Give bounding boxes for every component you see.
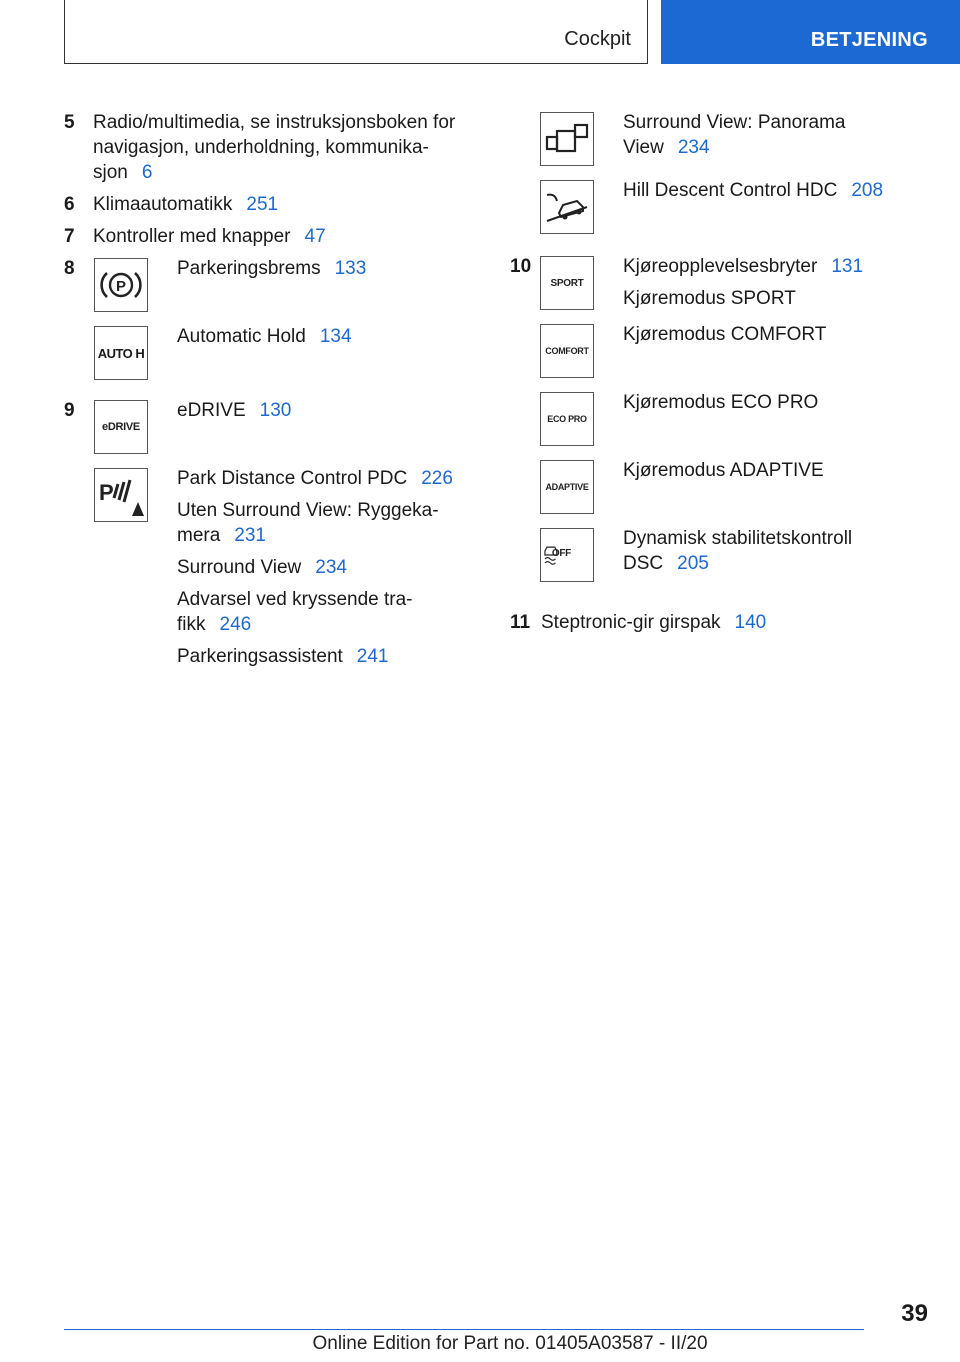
item-text: mera <box>177 525 221 546</box>
page-ref-link[interactable]: 246 <box>219 614 252 635</box>
adaptive-mode <box>510 458 920 526</box>
adaptive-icon-label: ADAPTIVE <box>545 482 589 492</box>
section-title: Cockpit <box>564 28 631 50</box>
auto-hold-icon-label: AUTO H <box>97 345 145 361</box>
sport-icon-label: SPORT <box>550 277 584 289</box>
hill-descent-icon <box>540 180 594 234</box>
eco-pro-button-icon <box>540 392 594 446</box>
eco-pro-icon-label: ECO PRO <box>547 414 587 424</box>
item-7 <box>64 224 464 249</box>
item-6 <box>64 192 464 217</box>
item-8 <box>64 256 464 324</box>
header-section-box <box>64 0 648 64</box>
item-text: View <box>623 137 664 158</box>
item-number: 7 <box>64 226 75 247</box>
dsc-icon-label: OFF <box>551 547 571 559</box>
item-number: 9 <box>64 400 75 421</box>
item-text: Parkeringsbrems <box>177 258 321 279</box>
page-ref-link[interactable]: 133 <box>334 258 367 279</box>
page-number: 39 <box>901 1300 928 1327</box>
item-number: 6 <box>64 194 75 215</box>
item-text: navigasjon, underholdning, kommunika- <box>93 137 429 158</box>
page-ref-link[interactable]: 130 <box>259 400 292 421</box>
item-10 <box>510 254 920 322</box>
page-ref-link[interactable]: 205 <box>677 553 709 574</box>
svg-text:P: P <box>99 480 114 505</box>
comfort-icon-label: COMFORT <box>545 346 589 356</box>
comfort-button-icon <box>540 324 594 378</box>
item-number: 8 <box>64 258 75 279</box>
page-ref-link[interactable]: 226 <box>421 468 453 489</box>
item-5 <box>64 110 464 185</box>
right-column <box>510 110 920 635</box>
item-number: 11 <box>510 612 531 633</box>
item-text: Kjøremodus ADAPTIVE <box>623 460 824 481</box>
page-ref-link[interactable]: 134 <box>319 326 352 347</box>
page-ref-link[interactable]: 140 <box>734 612 767 633</box>
surround-view-panorama <box>510 110 920 178</box>
item-text: Dynamisk stabilitetskontroll <box>623 528 853 549</box>
item-text: Hill Descent Control HDC <box>623 180 838 201</box>
item-9 <box>64 398 464 466</box>
footer-divider <box>64 1329 864 1330</box>
item-text: Advarsel ved kryssende tra- <box>177 589 413 610</box>
item-9-pdc <box>64 466 464 676</box>
left-column <box>64 110 464 676</box>
page-ref-link[interactable]: 234 <box>315 557 347 578</box>
dsc-off-icon <box>540 528 594 582</box>
page-ref-link[interactable]: 241 <box>356 646 389 667</box>
item-text: sjon <box>93 162 128 183</box>
item-text: fikk <box>177 614 206 635</box>
item-text: Automatic Hold <box>177 326 306 347</box>
item-text: Kjøreopplevelsesbryter <box>623 256 818 277</box>
item-text: Surround View: Panorama <box>623 112 846 133</box>
parking-brake-icon <box>94 258 148 312</box>
pdc-icon <box>94 468 148 522</box>
item-text: Park Distance Control PDC <box>177 468 408 489</box>
item-text: eDRIVE <box>177 400 246 421</box>
item-text: Uten Surround View: Ryggeka- <box>177 500 439 521</box>
item-text: Radio/multimedia, se instruksjonsboken for <box>93 112 456 133</box>
page-ref-link[interactable]: 208 <box>851 180 884 201</box>
auto-hold-icon <box>94 326 148 380</box>
page-ref-link[interactable]: 131 <box>831 256 864 277</box>
edrive-icon-label: eDRIVE <box>102 421 140 433</box>
svg-text:P: P <box>115 278 127 295</box>
item-number: 10 <box>510 256 532 277</box>
item-8-auto-hold <box>64 324 464 398</box>
panorama-view-icon <box>540 112 594 166</box>
comfort-mode <box>510 322 920 390</box>
page-ref-link[interactable]: 231 <box>234 525 266 546</box>
item-text: Steptronic-gir girspak <box>541 612 721 633</box>
sport-button-icon <box>540 256 594 310</box>
item-text: Kjøremodus SPORT <box>623 288 796 309</box>
adaptive-button-icon <box>540 460 594 514</box>
item-text: Kontroller med knapper <box>93 226 291 247</box>
edrive-icon <box>94 400 148 454</box>
page-ref-link[interactable]: 6 <box>141 162 153 183</box>
item-text: Kjøremodus ECO PRO <box>623 392 819 413</box>
page-ref-link[interactable]: 251 <box>246 194 279 215</box>
item-text: Parkeringsassistent <box>177 646 343 667</box>
item-text: Kjøremodus COMFORT <box>623 324 827 345</box>
item-number: 5 <box>64 112 75 133</box>
footer-edition: Online Edition for Part no. 01405A03587 - II/20 <box>312 1333 708 1354</box>
item-text: Klimaautomatikk <box>93 194 233 215</box>
eco-pro-mode <box>510 390 920 458</box>
item-text: DSC <box>623 553 664 574</box>
chapter-title: BETJENING <box>810 29 928 51</box>
header-chapter-tab[interactable] <box>661 0 960 64</box>
item-text: Surround View <box>177 557 302 578</box>
item-11 <box>510 610 920 635</box>
page-ref-link[interactable]: 234 <box>677 137 710 158</box>
dsc-off <box>510 526 920 610</box>
page-ref-link[interactable]: 47 <box>304 226 326 247</box>
hill-descent-control <box>510 178 920 254</box>
